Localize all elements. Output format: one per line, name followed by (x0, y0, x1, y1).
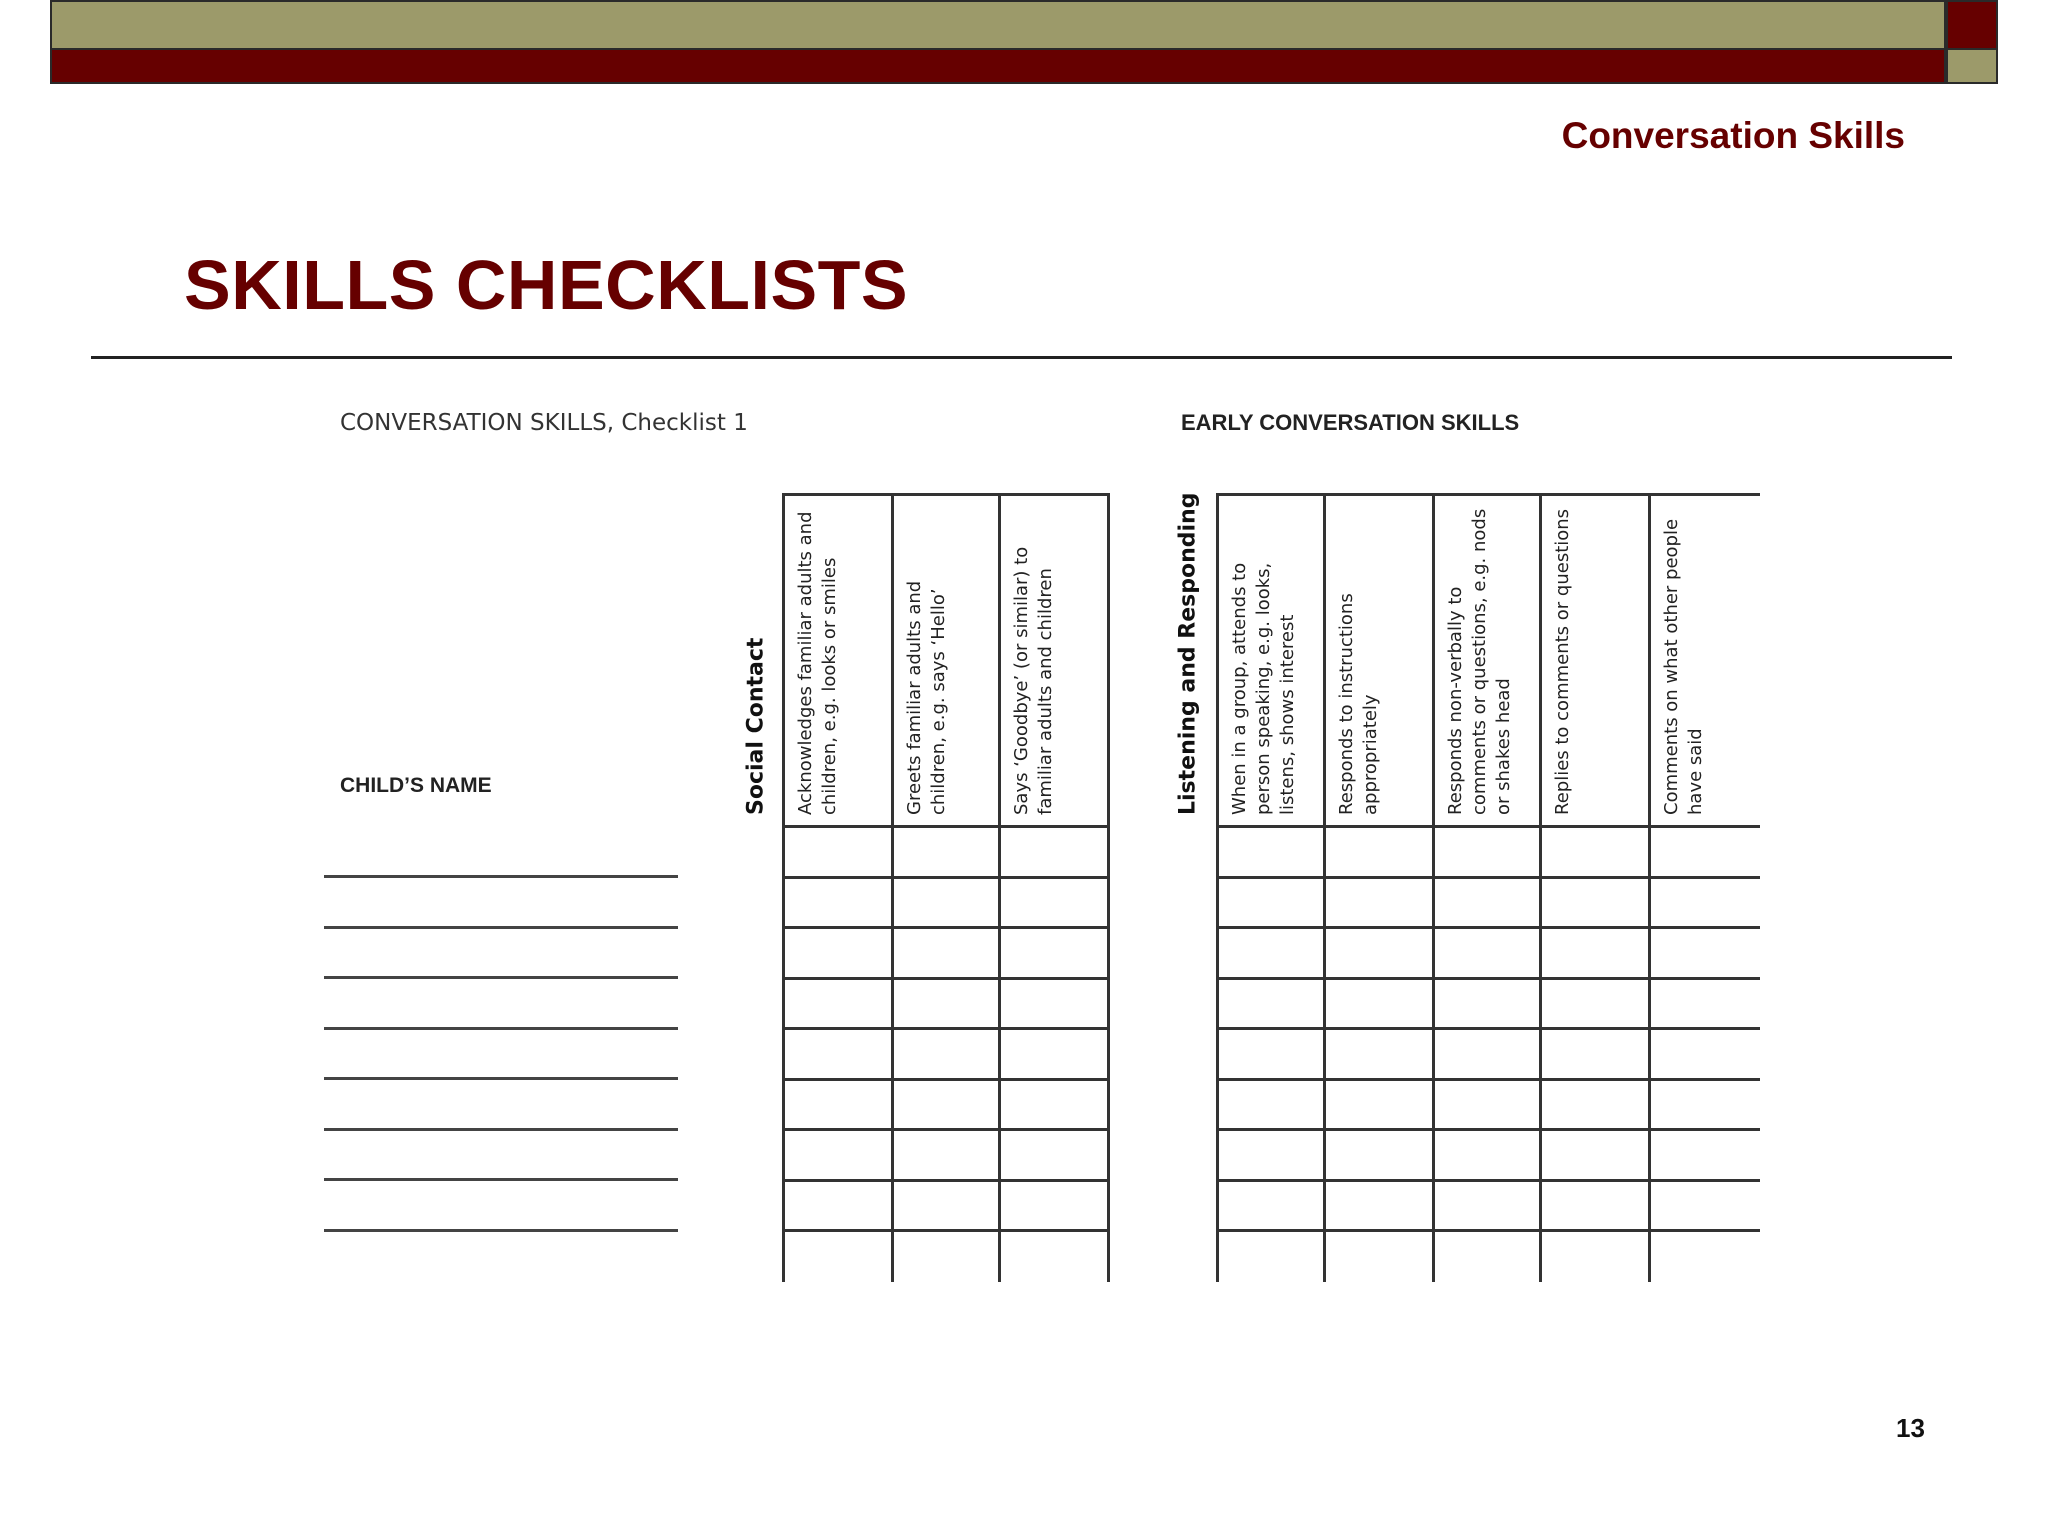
social-contact-column-header (903, 503, 994, 815)
corner-square-maroon (1946, 0, 1998, 50)
listening-column-header (1660, 503, 1756, 815)
grid-horizontal-line (1216, 1027, 1760, 1030)
early-conversation-title: EARLY CONVERSATION SKILLS (1181, 410, 1520, 435)
name-line (324, 1077, 678, 1080)
grid-horizontal-line (1216, 1128, 1760, 1131)
top-bar-olive (50, 0, 1946, 50)
grid-vertical-line (1432, 493, 1435, 1282)
top-bar-maroon (50, 50, 1946, 84)
name-line (324, 1229, 678, 1232)
grid-horizontal-line (782, 876, 1110, 879)
grid-horizontal-line (782, 1229, 1110, 1232)
title-divider (91, 356, 1952, 359)
listening-column-header-text: Comments on what other people have said (1661, 518, 1706, 815)
listening-column-header (1335, 503, 1428, 815)
grid-vertical-line (1539, 493, 1542, 1282)
grid-vertical-line (1107, 493, 1110, 1282)
grid-horizontal-line (782, 1128, 1110, 1131)
grid-horizontal-line (1216, 1229, 1760, 1232)
slide-title: SKILLS CHECKLISTS (184, 246, 909, 324)
grid-horizontal-line (1216, 926, 1760, 929)
listening-column-header-text: Responds to instructions appropriately (1336, 593, 1381, 815)
listening-column-header (1551, 503, 1644, 815)
grid-horizontal-line (1216, 977, 1760, 980)
childs-name-label: CHILD’S NAME (340, 774, 492, 797)
grid-horizontal-line (782, 1179, 1110, 1182)
grid-horizontal-line (782, 1027, 1110, 1030)
listening-column-header (1228, 503, 1319, 815)
listening-column-header (1444, 503, 1535, 815)
listening-column-header-text: When in a group, attends to person speaking, e.g. looks, listens, shows interest (1229, 562, 1298, 815)
name-line (324, 926, 678, 929)
listening-responding-label (1168, 492, 1208, 815)
listening-column-header-text: Responds non-verbally to comments or questions, e.g. nods or shakes head (1445, 508, 1514, 815)
social-contact-label-text: Social Contact (743, 637, 769, 815)
grid-horizontal-line (1216, 876, 1760, 879)
name-line (324, 1178, 678, 1181)
corner-square-olive (1946, 50, 1998, 84)
social-contact-column-header (794, 503, 887, 815)
social-contact-column-header-text: Says ‘Goodbye’ (or similar) to familiar adults and children (1011, 546, 1056, 815)
social-contact-column-header-text: Greets familiar adults and children, e.g. says ‘Hello’ (904, 580, 949, 815)
name-line (324, 1128, 678, 1131)
name-line (324, 1027, 678, 1030)
grid-vertical-line (782, 493, 785, 1282)
listening-column-header-text: Replies to comments or questions (1552, 508, 1573, 815)
grid-horizontal-line (1216, 825, 1760, 828)
name-line (324, 875, 678, 878)
grid-horizontal-line (782, 1078, 1110, 1081)
social-contact-label (736, 503, 776, 815)
social-contact-column-header (1010, 503, 1103, 815)
grid-vertical-line (891, 493, 894, 1282)
grid-vertical-line (998, 493, 1001, 1282)
social-contact-column-header-text: Acknowledges familiar adults and children, e.g. looks or smiles (795, 511, 840, 815)
grid-horizontal-line (782, 825, 1110, 828)
grid-vertical-line (1216, 493, 1219, 1282)
grid-horizontal-line (1216, 493, 1760, 496)
checklist-title: CONVERSATION SKILLS, Checklist 1 (340, 410, 748, 436)
grid-horizontal-line (1216, 1078, 1760, 1081)
grid-horizontal-line (782, 493, 1110, 496)
grid-vertical-line (1323, 493, 1326, 1282)
page-number: 13 (1896, 1413, 1925, 1443)
grid-horizontal-line (782, 977, 1110, 980)
grid-vertical-line (1648, 493, 1651, 1282)
section-name: Conversation Skills (1561, 115, 1905, 156)
name-line (324, 976, 678, 979)
grid-horizontal-line (782, 926, 1110, 929)
listening-responding-label-text: Listening and Responding (1175, 492, 1201, 815)
grid-horizontal-line (1216, 1179, 1760, 1182)
